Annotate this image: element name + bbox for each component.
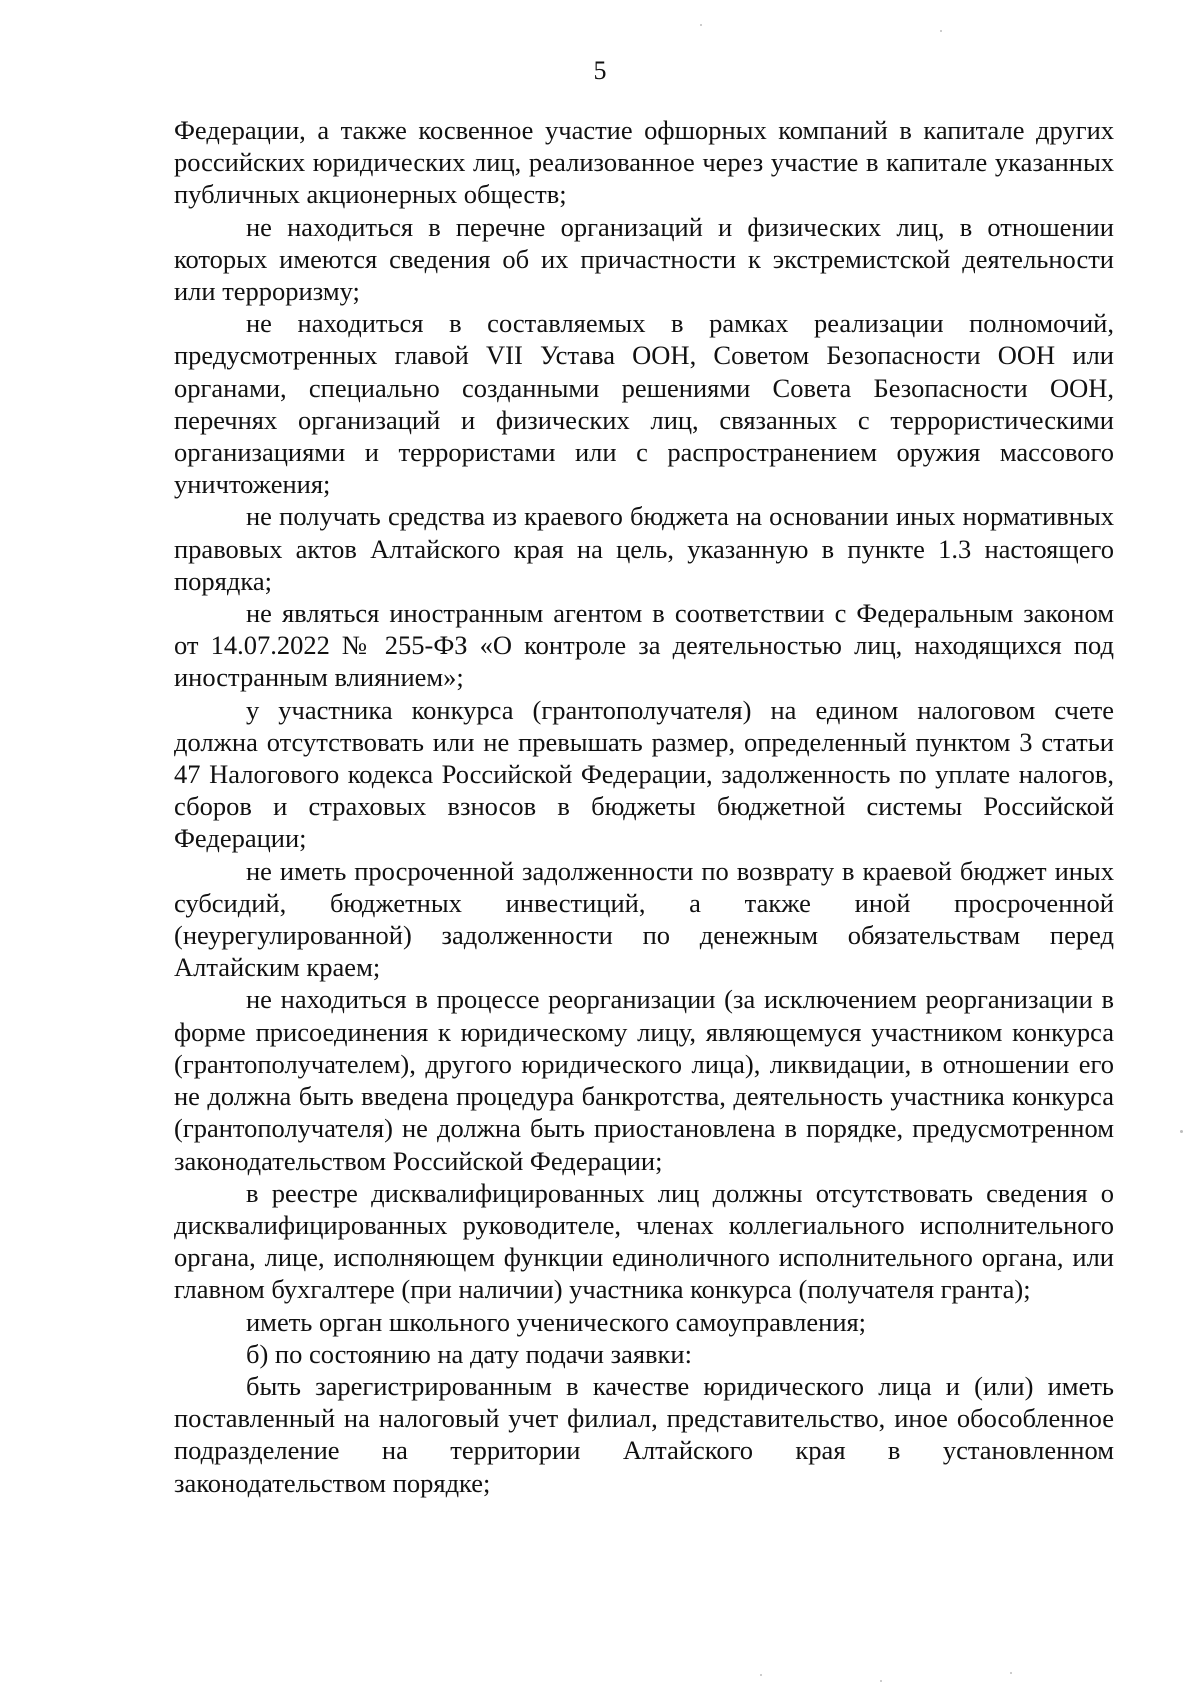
paragraph: не находиться в составляемых в рамках реализации полномочий, предусмотренных главой VII Устава ООН, Советом Безопасности ООН или органами, специально созданными решениями Совета Безопасности ООН, перечнях организаций и физических лиц, связанных с террористическими организациями и террористами или с распространением оружия массового уничтожения; (174, 308, 1114, 500)
paragraph: Федерации, а также косвенное участие офшорных компаний в капитале других российских юридических лиц, реализованное через участие в капитале указанных публичных акционерных обществ; (174, 115, 1114, 210)
scan-speck (1180, 1130, 1183, 1133)
paragraph: в реестре дисквалифицированных лиц должны отсутствовать сведения о дисквалифицированных руководителе, членах коллегиального исполнительного органа, лице, исполняющем функции единоличного исполнительного органа, или главном бухгалтере (при наличии) участника конкурса (получателя гранта); (174, 1177, 1114, 1305)
document-body (174, 114, 1114, 1499)
scan-speck (760, 1674, 762, 1676)
paragraph: не являться иностранным агентом в соответствии с Федеральным законом от 14.07.2022 № 255-ФЗ «О контроле за деятельностью лиц, находящихся под иностранным влиянием»; (174, 598, 1114, 693)
paragraph: иметь орган школьного ученического самоуправления; (246, 1306, 867, 1337)
page-number: 5 (593, 56, 607, 85)
paragraph: не находиться в перечне организаций и физических лиц, в отношении которых имеются сведения об их причастности к экстремистской деятельности или терроризму; (174, 211, 1114, 307)
scan-speck (880, 1680, 882, 1682)
paragraph: не находиться в процессе реорганизации (за исключением реорганизации в форме присоединения к юридическому лицу, являющемуся участником конкурса (грантополучателем), другого юридического лица), ликвидации, в отношении его не должна быть введена процедура банкротства, деятельность участника конкурса (грантополучателя) не должна быть приостановлена в порядке, предусмотренном законодательством Российской Федерации; (174, 984, 1114, 1176)
paragraph: б) по состоянию на дату подачи заявки: (246, 1338, 692, 1369)
paragraph: у участника конкурса (грантополучателя) на едином налоговом счете должна отсутствовать или не превышать размер, определенный пунктом 3 статьи 47 Налогового кодекса Российской Федерации, задолженность по уплате налогов, сборов и страховых взносов в бюджеты бюджетной системы Российской Федерации; (174, 694, 1114, 854)
scan-speck (940, 30, 942, 32)
paragraph: быть зарегистрированным в качестве юридического лица и (или) иметь поставленный на налоговый учет филиал, представительство, иное обособленное подразделение на территории Алтайского края в установленном законодательством порядке; (174, 1370, 1114, 1498)
paragraph: не получать средства из краевого бюджета на основании иных нормативных правовых актов Алтайского края на цель, указанную в пункте 1.3 настоящего порядка; (174, 501, 1114, 596)
scan-speck (700, 24, 702, 26)
scan-speck (1010, 1672, 1012, 1674)
paragraph: не иметь просроченной задолженности по возврату в краевой бюджет иных субсидий, бюджетных инвестиций, а также иной просроченной (неурегулированной) задолженности по денежным обязательствам перед Алтайским краем; (174, 855, 1114, 983)
